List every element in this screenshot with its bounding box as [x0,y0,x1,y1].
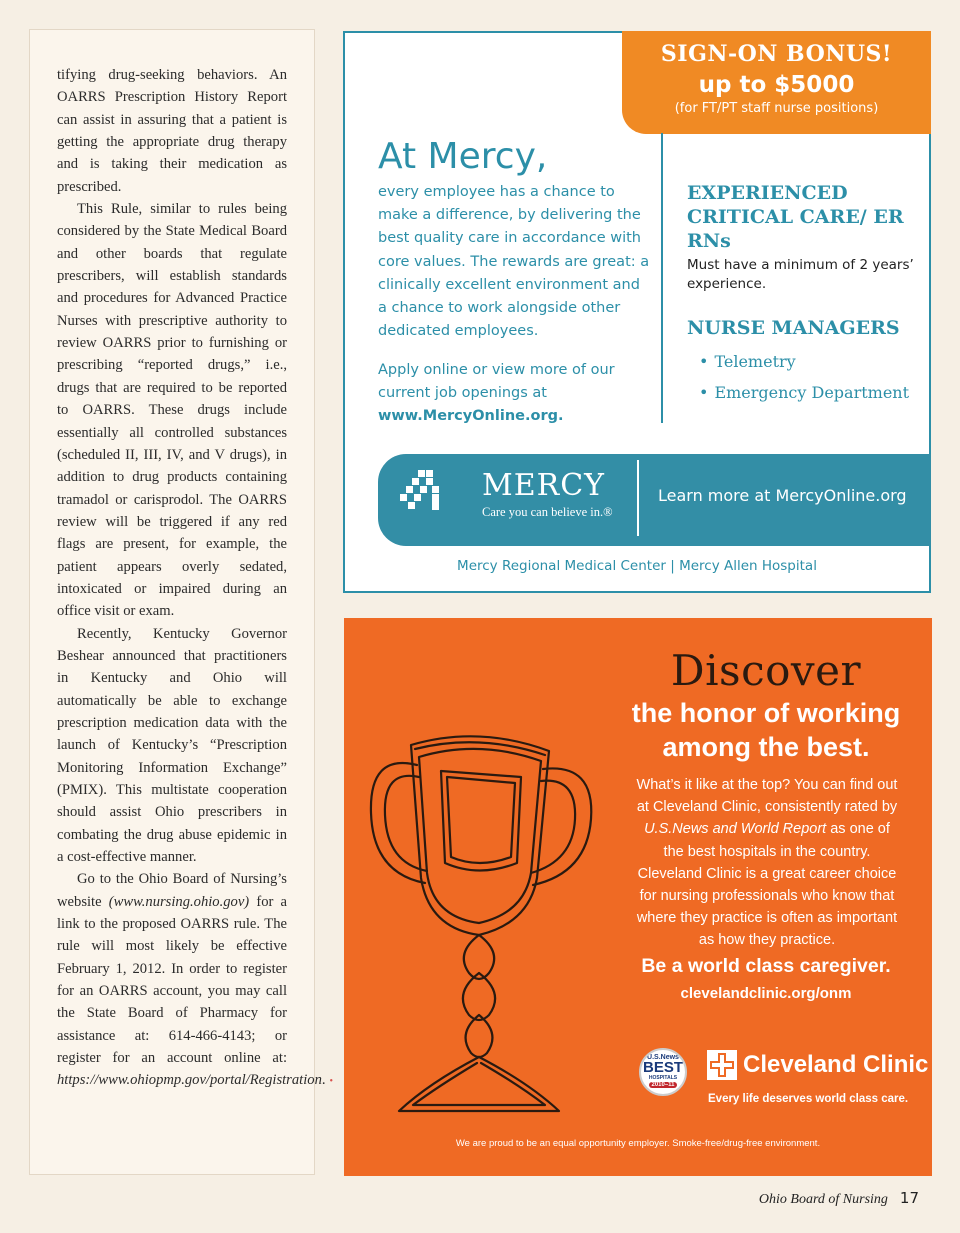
badge-line-2: BEST [642,1059,683,1076]
p4-text-before: Go to the Ohio Board of Nursing’s website [57,871,287,910]
mercy-tagline: Care you can believe in.® [482,505,613,519]
badge-line-3: HOSPITALS [648,1075,678,1081]
column-divider [661,133,663,423]
mercy-logo-icon [398,462,458,532]
article-paragraph-3: Recently, Kentucky Governor Beshear announced that practitioners in Kentucky and Ohio will automatically be able to exchange prescription medication data with the launch of Kentucky’s “Prescription Monitoring Information Exchange” (PMIX). This multistate cooperation should assist Ohio prescribers in combating the drug abuse epidemic in a cost-effective manner. [57,625,287,866]
cleveland-clinic-logo-word: Cleveland Clinic [743,1051,929,1078]
list-item: • Telemetry [699,346,927,377]
mercy-apply-text [378,359,650,429]
cc-body-before: What’s it like at the top? You can find out at Cleveland Clinic, consistently rated by [636,777,898,816]
bonus-amount: up to $5000 [698,72,855,98]
article-paragraph-2: This Rule, similar to rules being considered by the State Medical Board and other boards that regulate prescribers, will establish standards and procedures for Advanced Practice Nurses with prescriptive authority to review OARRS prior to furnishing or prescribing “reported drugs,” i.e., drugs that are required to be reported to OARRS. These drugs include essentially all controlled substances (scheduled II, III, IV, and V drugs), in addition to drug products containing tramadol or carisprodol. The OARRS review will be triggered if any red flags are present, for example, the patient appears overly sedated, intoxicated or impaired during an office visit or exam. [57,201,287,620]
badge-line-4: 2010–11 [649,1082,677,1088]
position-requirement: Must have a minimum of 2 years’ experience. [687,257,914,292]
cc-body-text [634,774,900,952]
list-item: • Emergency Department [699,377,927,408]
mercy-website-link[interactable]: www.MercyOnline.org. [378,408,564,425]
mercy-logo-bar [378,454,931,546]
bonus-title: SIGN-ON BONUS! [660,41,893,67]
ohiopmp-registration-link[interactable]: https://www.ohiopmp.gov/portal/Registration [57,1072,322,1089]
cleveland-clinic-ad [344,618,932,1176]
logo-bar-divider [637,460,639,536]
trophy-icon [359,673,604,1123]
job-positions [687,181,927,408]
nursing-website-link[interactable]: (www.nursing.ohio.gov) [108,893,250,910]
cc-body-after: as one of the best hospitals in the country. Cleveland Clinic is a great career choice for nursing professionals who know that where they practice is often as important as how they practice. [636,821,898,949]
sign-on-bonus-box [622,31,931,134]
usnews-best-hospitals-badge [639,1048,687,1096]
publication-name: Ohio Board of Nursing [758,1192,888,1207]
cc-subheading: the honor of working among the best. [631,698,901,762]
cc-tagline: Every life deserves world class care. [708,1093,909,1105]
article-column [29,29,334,1175]
end-mark-icon: • [329,1076,334,1088]
nurse-manager-list [699,346,927,408]
mercy-hospitals-footer: Mercy Regional Medical Center | Mercy Allen Hospital [457,558,817,574]
badge-line-1: U.S.News [647,1054,679,1061]
mercy-headline: At Mercy, [378,136,548,177]
cc-body-publication: U.S.News and World Report [644,821,827,838]
apply-text: Apply online or view more of our current job openings at [378,362,615,402]
mercy-body-text: every employee has a chance to make a difference, by delivering the best quality care in accordance with core values. The rewards are great: a clinically excellent environment and a chance to work alongside other dedicated employees. [378,184,650,340]
cc-eeo-statement: We are proud to be an equal opportunity employer. Smoke-free/drug-free environment. [455,1138,821,1149]
p4-text-end: . [321,1072,326,1089]
article-paragraph-4 [57,868,334,1093]
article-paragraph-1: tifying drug-seeking behaviors. An OARRS Prescription History Report can assist in assuring that a patient is getting the appropriate drug therapy and is taking their medication as prescribed. [57,67,287,195]
cc-call-to-action: Be a world class caregiver. [641,955,891,977]
cleveland-clinic-logo-icon [707,1050,737,1080]
cc-discover-heading: Discover [670,646,862,695]
cc-website-link[interactable]: clevelandclinic.org/onm [680,985,852,1002]
p4-text-middle: for a link to the proposed OARRS rule. The rule will most likely be effective February 1, 2012. In order to register for an OARRS account, you may call the State Board of Pharmacy for assistance at: 614-466-4143; or register for an account online at: [57,893,287,1067]
page-footer [759,1189,919,1208]
page-number: 17 [899,1189,919,1207]
position-critical-care-title: EXPERIENCED CRITICAL CARE/ ER RNs [687,182,904,252]
mercy-ad [343,31,931,593]
position-nurse-managers-title: NURSE MANAGERS [687,317,900,339]
bonus-note: (for FT/PT staff nurse positions) [674,101,879,116]
mercy-logo-word: MERCY [482,468,605,503]
learn-more-link[interactable]: Learn more at MercyOnline.org [658,486,907,505]
